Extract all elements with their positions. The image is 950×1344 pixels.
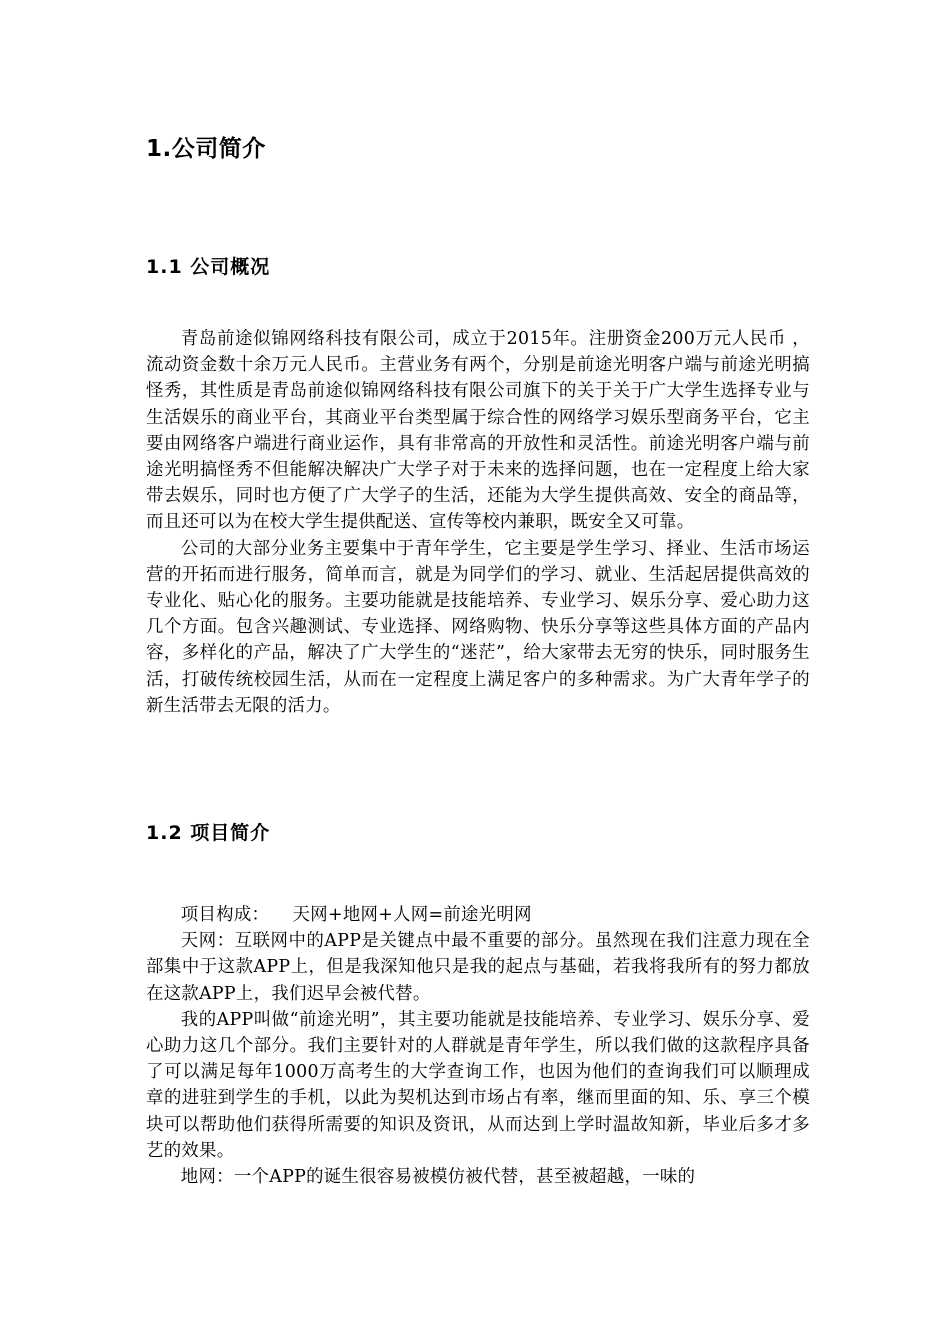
paragraph: 公司的大部分业务主要集中于青年学生，它主要是学生学习、择业、生活市场运营的开拓而进行服务，简单而言，就是为同学们的学习、就业、生活起居提供高效的专业化、贴心化的服务。主要功能就是技能培养、专业学习、娱乐分享、爱心助力这几个方面。包含兴趣测试、专业选择、网络购物、快乐分享等这些具体方面的产品内容，多样化的产品，解决了广大学生的“迷茫”，给大家带去无穷的快乐，同时服务生活，打破传统校园生活，从而在一定程度上满足客户的多种需求。为广大青年学子的新生活带去无限的活力。 [146,538,810,716]
project-composition-line: 项目构成： 天网+地网+人网=前途光明网 [180,905,532,925]
section-1-2-body [146,902,810,1190]
paragraph: 我的APP叫做“前途光明”，其主要功能就是技能培养、专业学习、娱乐分享、爱心助力这几个部分。我们主要针对的人群就是青年学生，所以我们做的这款程序具备了可以满足每年1000万高考生的大学查询工作，也因为他们的查询我们可以顺理成章的进驻到学生的手机，以此为契机达到市场占有率，继而里面的知、乐、享三个模块可以帮助他们获得所需要的知识及资讯，从而达到上学时温故知新，毕业后多才多艺的效果。 [146,1009,810,1161]
paragraph: 天网：互联网中的APP是关键点中最不重要的部分。虽然现在我们注意力现在全部集中于这款APP上，但是我深知他只是我的起点与基础，若我将我所有的努力都放在这款APP上，我们迟早会被代替。 [146,931,810,1004]
paragraph: 地网：一个APP的诞生很容易被模仿被代替，甚至被超越，一味的 [180,1167,696,1188]
section-1-2-title: 1.2 项目简介 [146,822,271,844]
section-1-1-title: 1.1 公司概况 [146,256,271,278]
section-1-title: 1.公司简介 [146,136,266,162]
section-1-1-body [146,326,810,719]
paragraph: 青岛前途似锦网络科技有限公司，成立于2015年。注册资金200万元人民币 ，流动资金数十余万元人民币。主营业务有两个，分别是前途光明客户端与前途光明搞怪秀，其性质是青岛前途似锦网络科技有限公司旗下的关于关于广大学生选择专业与生活娱乐的商业平台，其商业平台类型属于综合性的网络学习娱乐型商务平台，它主要由网络客户端进行商业运作，具有非常高的开放性和灵活性。前途光明客户端与前途光明搞怪秀不但能解决解决广大学子对于未来的选择问题，也在一定程度上给大家带去娱乐，同时也方便了广大学子的生活，还能为大学生提供高效、安全的商品等，而且还可以为在校大学生提供配送、宣传等校内兼职，既安全又可靠。 [146,329,810,533]
